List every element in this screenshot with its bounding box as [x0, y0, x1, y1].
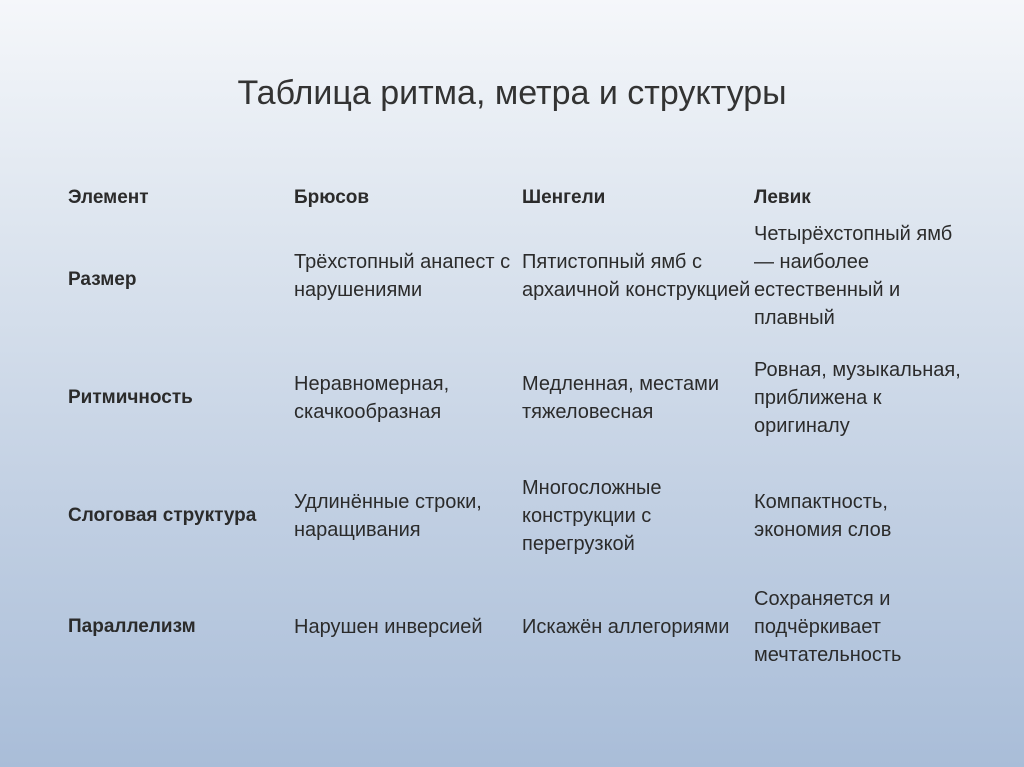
header-levik [754, 180, 968, 216]
table-cell [754, 572, 968, 682]
table-cell [522, 336, 754, 460]
cell-text: Нарушен инверсией [294, 616, 483, 638]
table-cell [522, 216, 754, 336]
slide-title: Таблица ритма, метра и структуры [237, 74, 787, 112]
row-label-rhythm [68, 336, 294, 460]
header-label: Шенгели [522, 187, 606, 208]
header-label: Элемент [68, 187, 149, 208]
table-cell [754, 336, 968, 460]
table-cell [522, 460, 754, 572]
cell-text: Искажён аллегориями [522, 616, 730, 638]
table-cell [294, 336, 522, 460]
row-label-size [68, 216, 294, 336]
cell-text: Четырёхстопный ямб — наиболее естественный и плавный [754, 223, 953, 329]
cell-text: Компактность, экономия слов [754, 491, 892, 541]
row-label: Параллелизм [68, 616, 196, 637]
row-label: Ритмичность [68, 387, 193, 408]
comparison-table [68, 180, 968, 682]
header-bryusov [294, 180, 522, 216]
table-cell [754, 460, 968, 572]
header-shengeli [522, 180, 754, 216]
cell-text: Удлинённые строки, наращивания [294, 491, 482, 541]
cell-text: Трёхстопный анапест с нарушениями [294, 251, 511, 301]
table-cell [294, 572, 522, 682]
row-label: Слоговая структура [68, 505, 257, 526]
table-cell [754, 216, 968, 336]
table-cell [522, 572, 754, 682]
row-label: Размер [68, 269, 137, 290]
row-label-syllabic-structure [68, 460, 294, 572]
header-element [68, 180, 294, 216]
cell-text: Многосложные конструкции с перегрузкой [522, 477, 662, 555]
cell-text: Медленная, местами тяжеловесная [522, 373, 720, 423]
header-label: Брюсов [294, 187, 370, 208]
cell-text: Сохраняется и подчёркивает мечтательность [754, 588, 902, 666]
header-label: Левик [754, 187, 811, 208]
row-label-parallelism [68, 572, 294, 682]
cell-text: Пятистопный ямб с архаичной конструкцией [522, 251, 751, 301]
table-cell [294, 460, 522, 572]
cell-text: Ровная, музыкальная, приближена к оригиналу [754, 359, 961, 437]
cell-text: Неравномерная, скачкообразная [294, 373, 450, 423]
table-cell [294, 216, 522, 336]
